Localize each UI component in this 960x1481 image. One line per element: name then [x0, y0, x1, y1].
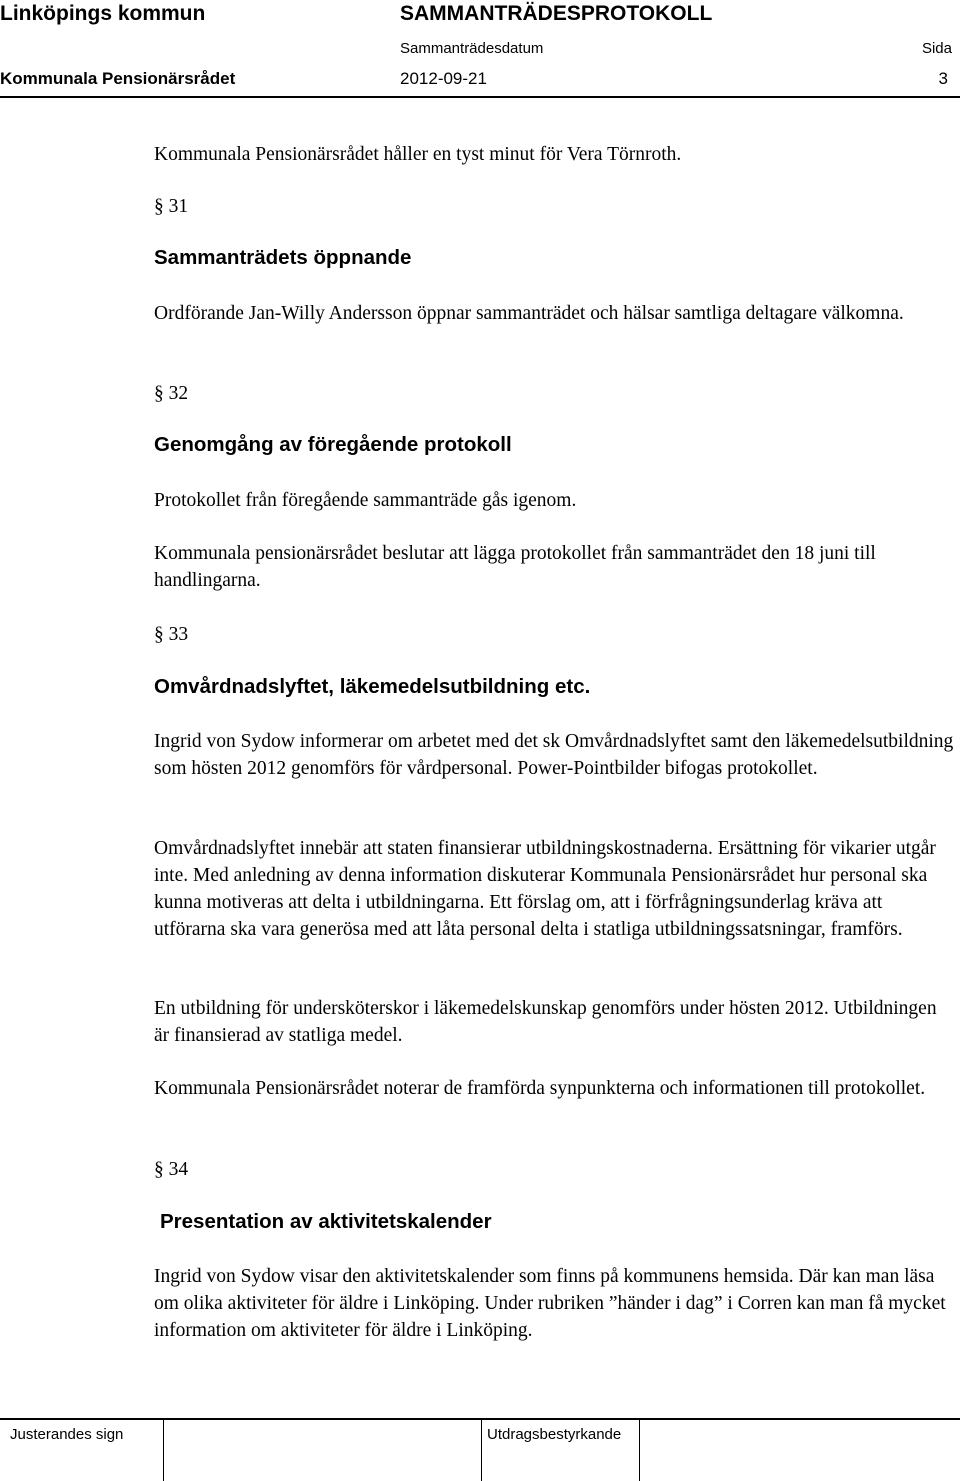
section-heading-33: Omvårdnadslyftet, läkemedelsutbildning etc. — [154, 675, 591, 698]
section-number-31: § 31 — [154, 196, 189, 217]
meeting-date: 2012-09-21 — [400, 69, 487, 88]
section-31-paragraph-1: Ordförande Jan-Willy Andersson öppnar sammanträdet och hälsar samtliga deltagare välkomna. — [154, 303, 904, 324]
date-label: Sammanträdesdatum — [400, 40, 544, 57]
intro-paragraph: Kommunala Pensionärsrådet håller en tyst minut för Vera Törnroth. — [154, 144, 682, 165]
section-heading-34: Presentation av aktivitetskalender — [160, 1210, 492, 1233]
page-footer — [0, 1418, 960, 1481]
board-name: Kommunala Pensionärsrådet — [0, 69, 236, 88]
section-34-paragraph-1: Ingrid von Sydow visar den aktivitetskalender som finns på kommunens hemsida. Där kan man läsa om olika aktiviteter för äldre i Linköping. Under rubriken ”händer i dag” i Corren kan man få mycket information om aktiviteter för äldre i Linköping. — [154, 1266, 946, 1341]
signature-label: Justerandes sign — [10, 1426, 124, 1443]
footer-divider — [0, 1418, 960, 1420]
section-32-paragraph-1: Protokollet från föregående sammanträde gås igenom. — [154, 490, 577, 511]
footer-column-divider — [639, 1420, 640, 1481]
section-33-paragraph-3: En utbildning för undersköterskor i läkemedelskunskap genomförs under hösten 2012. Utbildningen är finansierad av statliga medel. — [154, 998, 937, 1046]
footer-column-divider — [163, 1420, 164, 1481]
organization-name: Linköpings kommun — [0, 2, 206, 25]
document-type: SAMMANTRÄDESPROTOKOLL — [400, 2, 713, 25]
section-33-paragraph-1: Ingrid von Sydow informerar om arbetet med det sk Omvårdnadslyftet samt den läkemedelsutbildning som hösten 2012 genomförs för vårdpersonal. Power-Pointbilder bifogas protokollet. — [154, 731, 954, 779]
section-33-paragraph-4: Kommunala Pensionärsrådet noterar de framförda synpunkterna och informationen till protokollet. — [154, 1078, 926, 1099]
section-32-paragraph-2: Kommunala pensionärsrådet beslutar att lägga protokollet från sammanträdet den 18 juni till handlingarna. — [154, 543, 876, 591]
header-divider — [0, 96, 960, 98]
section-number-34: § 34 — [154, 1159, 189, 1180]
page-number: 3 — [938, 69, 948, 88]
extract-certification-label: Utdragsbestyrkande — [487, 1426, 622, 1443]
section-number-32: § 32 — [154, 383, 189, 404]
footer-column-divider — [481, 1420, 482, 1481]
page-label: Sida — [921, 40, 952, 57]
section-heading-32: Genomgång av föregående protokoll — [154, 433, 512, 456]
section-number-33: § 33 — [154, 624, 189, 645]
section-heading-31: Sammanträdets öppnande — [154, 246, 412, 269]
section-33-paragraph-2: Omvårdnadslyftet innebär att staten finansierar utbildningskostnaderna. Ersättning för vikarier utgår inte. Med anledning av denna information diskuterar Kommunala Pensionärsrådet hur personal ska kunna motiveras att delta i utbildningarna. Ett förslag om, att i förfrågningsunderlag kräva att utförarna ska vara generösa med att låta personal delta i statliga utbildningssatsningar, framförs. — [154, 838, 936, 940]
